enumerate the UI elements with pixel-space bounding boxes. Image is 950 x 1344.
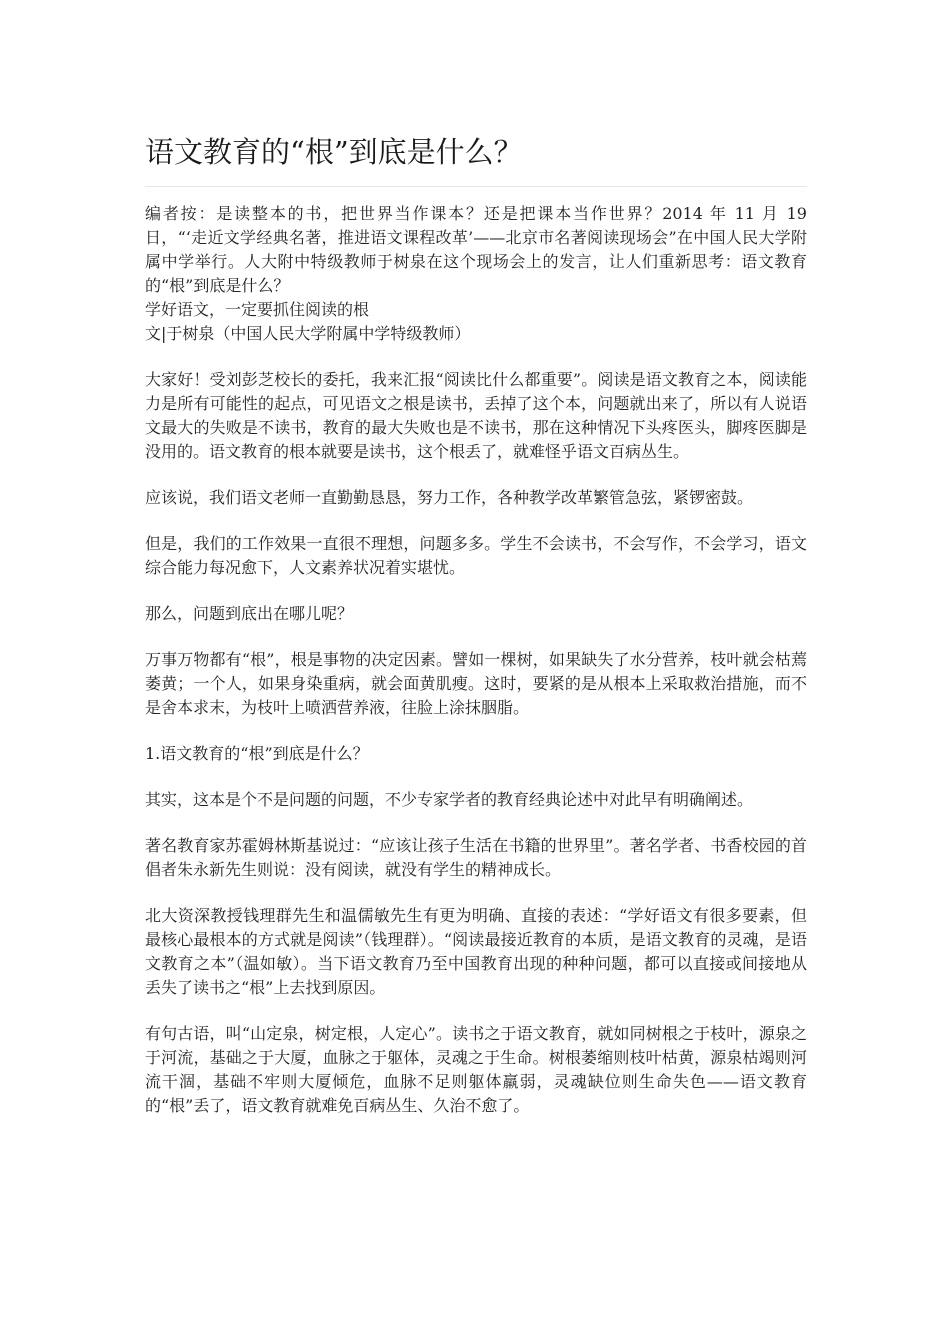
paragraph: 著名教育家苏霍姆林斯基说过：“应该让孩子生活在书籍的世界里”。著名学者、书香校园的首倡者朱永新先生则说：没有阅读，就没有学生的精神成长。: [145, 836, 807, 879]
paragraph: 有句古语，叫“山定泉，树定根，人定心”。读书之于语文教育，就如同树根之于枝叶，源泉之于河流，基础之于大厦，血脉之于躯体，灵魂之于生命。树根萎缩则枝叶枯黄，源泉枯竭则河流干涸，基础不牢则大厦倾危，血脉不足则躯体羸弱，灵魂缺位则生命失色——语文教育的“根”丢了，语文教育就难免百病丛生、久治不愈了。: [145, 1024, 807, 1115]
paragraph: 其实，这本是个不是问题的问题，不少专家学者的教育经典论述中对此早有明确阐述。: [145, 790, 754, 809]
paragraph: 大家好！受刘彭芝校长的委托，我来汇报“阅读比什么都重要”。阅读是语文教育之本，阅读能力是所有可能性的起点，可见语文之根是读书，丢掉了这个本，问题就出来了，所以有人说语文最大的失败是不读书，教育的最大失败也是不读书，那在这种情况下头疼医头，脚疼医脚是没用的。语文教育的根本就要是读书，这个根丢了，就难怪乎语文百病丛生。: [145, 370, 807, 461]
paragraph: 那么，问题到底出在哪儿呢？: [145, 604, 354, 623]
article-subtitle: 学好语文，一定要抓住阅读的根: [145, 300, 370, 319]
article-body: [145, 202, 807, 1140]
paragraph: 万事万物都有“根”，根是事物的决定因素。譬如一棵树，如果缺失了水分营养，枝叶就会枯蔫萎黄；一个人，如果身染重病，就会面黄肌瘦。这时，要紧的是从根本上采取救治措施，而不是舍本求末，为枝叶上喷洒营养液，往脸上涂抹胭脂。: [145, 650, 807, 717]
paragraph: 应该说，我们语文老师一直勤勤恳恳，努力工作，各种教学改革繁管急弦，紧锣密鼓。: [145, 488, 754, 507]
article-byline: 文|于树泉（中国人民大学附属中学特级教师）: [145, 324, 471, 343]
editor-note: 编者按：是读整本的书，把世界当作课本？还是把课本当作世界？2014 年 11 月 19 日，“‘走近文学经典名著，推进语文课程改革’——北京市名著阅读现场会”在中国人民大学附属中学举行。人大附中特级教师于树泉在这个现场会上的发言，让人们重新思考：语文教育的“根”到底是什么？: [145, 204, 807, 295]
article-title: 语文教育的“根”到底是什么？: [145, 135, 523, 169]
paragraph: 北大资深教授钱理群先生和温儒敏先生有更为明确、直接的表述：“学好语文有很多要素，但最核心最根本的方式就是阅读”（钱理群）。“阅读最接近教育的本质，是语文教育的灵魂，是语文教育之本”（温如敏）。当下语文教育乃至中国教育出现的种种问题，都可以直接或间接地从丢失了读书之“根”上去找到原因。: [145, 906, 807, 997]
section-heading: 1.语文教育的“根”到底是什么？: [145, 744, 369, 763]
paragraph: 但是，我们的工作效果一直很不理想，问题多多。学生不会读书，不会写作，不会学习，语文综合能力每况愈下，人文素养状况着实堪忧。: [145, 534, 807, 577]
title-divider: [145, 186, 807, 187]
